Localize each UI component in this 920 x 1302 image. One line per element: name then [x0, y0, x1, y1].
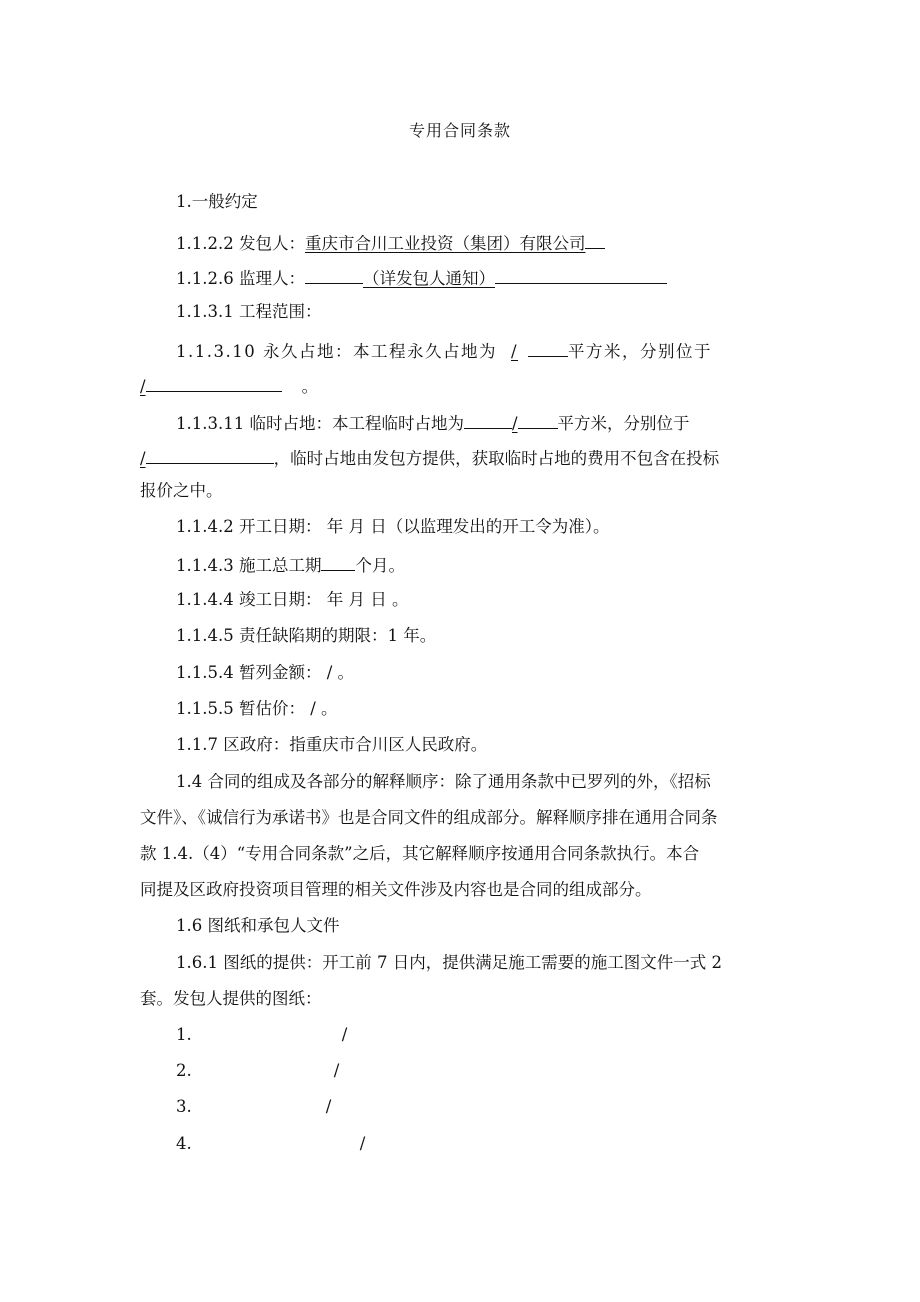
clause-1-6-1-line1: 1.6.1 图纸的提供：开工前 7 日内，提供满足施工需要的施工图文件一式 2 [176, 953, 722, 972]
clause-1-1-4-3 [176, 552, 405, 577]
list-value: / [333, 1061, 340, 1080]
location-value: / [140, 377, 146, 396]
clause-label: 1.1.2.2 发包人： [176, 234, 305, 253]
section-general: 1.一般约定 [176, 192, 258, 211]
list-number: 1. [176, 1025, 192, 1044]
underline-blank [585, 230, 605, 249]
list-number: 2. [176, 1061, 192, 1080]
clause-text: 1.1.3.11 临时占地：本工程临时占地为 [176, 414, 464, 433]
clause-1-1-2-2 [176, 230, 605, 255]
list-item [176, 1133, 365, 1155]
clause-text: ，临时占地由发包方提供，获取临时占地的费用不包含在投标 [273, 449, 720, 468]
underline-blank [464, 410, 512, 429]
list-number: 3. [176, 1097, 192, 1116]
clause-1-1-5-4: 1.1.5.4 暂列金额： / 。 [176, 663, 355, 682]
clause-1-1-4-5: 1.1.4.5 责任缺陷期的期限：1 年。 [176, 626, 437, 645]
clause-1-1-3-11-cont [140, 445, 719, 470]
supervisor-value: （详发包人通知） [362, 269, 495, 288]
clause-1-1-7: 1.1.7 区政府：指重庆市合川区人民政府。 [176, 735, 488, 754]
clause-1-1-3-11 [176, 410, 690, 435]
clause-1-1-3-10 [176, 338, 712, 363]
clause-end: 。 [301, 377, 319, 396]
list-item [176, 1096, 331, 1118]
list-item [176, 1060, 339, 1082]
section-1-6: 1.6 图纸和承包人文件 [176, 916, 340, 935]
underline-blank [528, 338, 568, 357]
underline-blank [146, 445, 274, 464]
clause-text: 1.1.3.10 永久占地：本工程永久占地为 [176, 342, 497, 361]
clause-label: 1.1.2.6 监理人： [176, 269, 305, 288]
clause-text: 平方米，分别位于 [557, 414, 690, 433]
list-number: 4. [176, 1134, 192, 1153]
clause-text: 平方米，分别位于 [568, 342, 713, 361]
clause-1-1-3-10-cont [140, 373, 318, 398]
list-value: / [341, 1025, 348, 1044]
list-value: / [325, 1097, 332, 1116]
clause-1-1-3-11-end: 报价之中。 [140, 481, 223, 500]
underline-blank [146, 373, 282, 392]
location-value: / [140, 449, 146, 468]
clause-1-1-4-2: 1.1.4.2 开工日期： 年 月 日（以监理发出的开工令为准）。 [176, 517, 610, 536]
underline-blank [495, 265, 667, 284]
clause-1-1-5-5: 1.1.5.5 暂估价： / 。 [176, 699, 338, 718]
area-value: / [510, 342, 519, 361]
list-item [176, 1024, 347, 1046]
clause-text: 个月。 [355, 556, 405, 575]
page-title: 专用合同条款 [408, 121, 511, 140]
underline-blank [518, 410, 558, 429]
clause-text: 1.1.4.3 施工总工期 [176, 556, 322, 575]
clause-1-1-2-6 [176, 265, 667, 290]
clause-1-4-line3: 款 1.4.（4）“专用合同条款”之后，其它解释顺序按通用合同条款执行。本合 [140, 844, 700, 863]
employer-name: 重庆市合川工业投资（集团）有限公司 [304, 234, 586, 253]
clause-1-4-line4: 同提及区政府投资项目管理的相关文件涉及内容也是合同的组成部分。 [140, 880, 652, 899]
clause-1-4-line2: 文件》、《诚信行为承诺书》也是合同文件的组成部分。解释顺序排在通用合同条 [140, 808, 718, 827]
clause-1-1-3-1: 1.1.3.1 工程范围： [176, 302, 322, 321]
underline-blank [321, 552, 355, 571]
clause-1-6-1-line2: 套。发包人提供的图纸： [140, 989, 322, 1008]
area-value: / [511, 414, 518, 433]
clause-1-1-4-4: 1.1.4.4 竣工日期： 年 月 日 。 [176, 590, 409, 609]
underline-blank [305, 265, 363, 284]
list-value: / [359, 1134, 366, 1153]
clause-1-4-line1: 1.4 合同的组成及各部分的解释顺序：除了通用条款中已罗列的外，《招标 [176, 772, 711, 791]
